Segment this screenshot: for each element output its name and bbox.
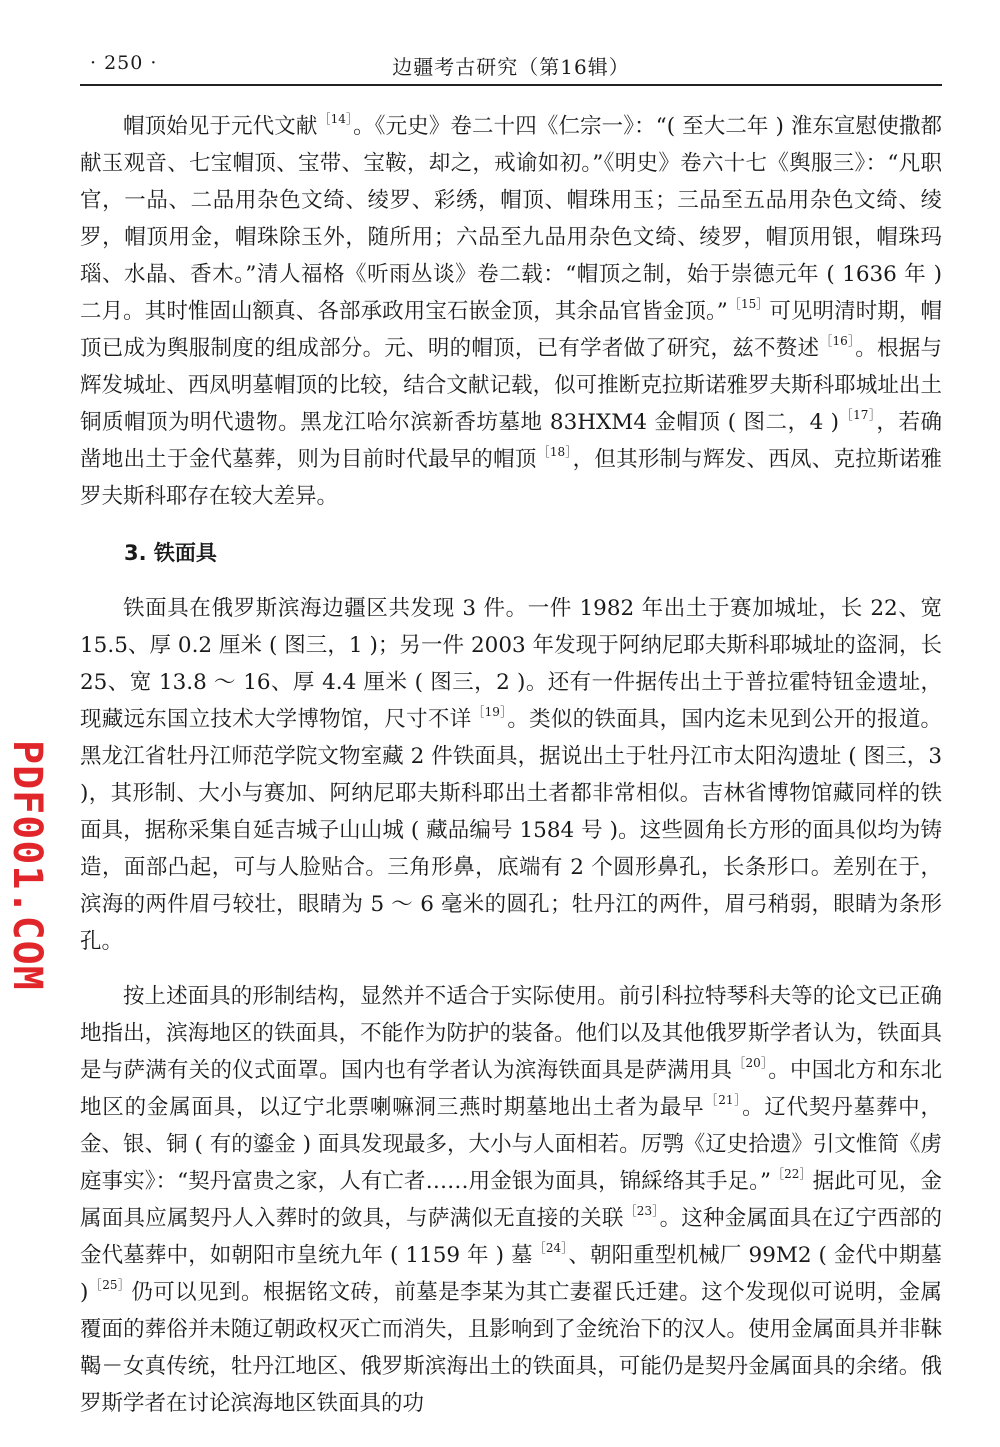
citation-20[interactable]: ［20］: [733, 1056, 768, 1070]
citation-22[interactable]: ［22］: [772, 1167, 812, 1181]
running-title: 边疆考古研究（第16辑）: [392, 55, 630, 79]
citation-25[interactable]: ［25］: [89, 1278, 131, 1292]
citation-18[interactable]: ［18］: [537, 445, 572, 459]
citation-17[interactable]: ［17］: [840, 408, 876, 422]
section-heading: 3. 铁面具: [124, 541, 217, 565]
citation-19[interactable]: ［19］: [472, 705, 507, 719]
citation-24[interactable]: ［24］: [533, 1241, 568, 1255]
citation-21[interactable]: ［21］: [705, 1093, 742, 1107]
page-header: [80, 48, 942, 86]
article-body: [80, 108, 942, 1422]
paragraph-hat-finials: 帽顶始见于元代文献$^{[14]}$。《元史》卷二十四《仁宗一》：“( 至大二年 ) 淮东宣慰使撒都献玉观音、七宝帽顶、宝带、宝鞍，却之，戒谕如初。”《明史》卷六十七《舆服三》：“凡职官，一品、二品用杂色文绮、绫罗、彩绣，帽顶、帽珠用玉；三品至五品用杂色文绮、绫罗，帽顶用金，帽珠除玉外，随所用；六品至九品用杂色文绮、绫罗，帽顶用银，帽珠玛瑙、水晶、香木。”清人福格《听雨丛谈》卷二载：“帽顶之制，始于崇德元年 ( 1636 年 ) 二月。其时惟固山额真、各部承政用宝石嵌金顶，其余品官皆金顶。”$^{[15]}$可见明清时期，帽顶已成为舆服制度的组成部分。元、明的帽顶，已有学者做了研究，兹不赘述$^{[16]}$。根据与辉发城址、西凤明墓帽顶的比较，结合文献记载，似可推断克拉斯诺雅罗夫斯科耶城址出土铜质帽顶为明代遗物。黑龙江哈尔滨新香坊墓地 83HXM4 金帽顶 ( 图二，4 )$^{[17]}$，若确凿地出土于金代墓葬，则为目前时代最早的帽顶$^{[18]}$，但其形制与辉发、西凤、克拉斯诺雅罗夫斯科耶存在较大差异。: [80, 112, 942, 509]
page-number: · 250 ·: [90, 52, 158, 74]
citation-23[interactable]: ［23］: [624, 1204, 659, 1218]
watermark-text: PDF001.COM: [4, 740, 50, 991]
paragraph-mask-function: 按上述面具的形制结构，显然并不适合于实际使用。前引科拉特琴科夫等的论文已正确地指出，滨海地区的铁面具，不能作为防护的装备。他们以及其他俄罗斯学者认为，铁面具是与萨满有关的仪式面罩。国内也有学者认为滨海铁面具是萨满用具$^{[20]}$。中国北方和东北地区的金属面具，以辽宁北票喇嘛洞三燕时期墓地出土者为最早$^{[21]}$。辽代契丹墓葬中，金、银、铜 ( 有的鎏金 ) 面具发现最多，大小与人面相若。厉鹗《辽史拾遗》引文惟简《虏庭事实》：“契丹富贵之家，人有亡者……用金银为面具，锦綵络其手足。”$^{[22]}$据此可见，金属面具应属契丹人入葬时的敛具，与萨满似无直接的关联$^{[23]}$。这种金属面具在辽宁西部的金代墓葬中，如朝阳市皇统九年 ( 1159 年 ) 墓$^{[24]}$、朝阳重型机械厂 99M2 ( 金代中期墓 )$^{[25]}$仍可以见到。根据铭文砖，前墓是李某为其亡妻翟氏迁建。这个发现似可说明，金属覆面的葬俗并未随辽朝政权灭亡而消失，且影响到了金统治下的汉人。使用金属面具并非靺鞨－女真传统，牡丹江地区、俄罗斯滨海出土的铁面具，可能仍是契丹金属面具的余绪。俄罗斯学者在讨论滨海地区铁面具的功: [80, 984, 942, 1416]
paragraph-iron-masks: 铁面具在俄罗斯滨海边疆区共发现 3 件。一件 1982 年出土于赛加城址，长 22、宽 15.5、厚 0.2 厘米 ( 图三，1 )；另一件 2003 年发现于阿纳尼耶夫斯科耶城址的盗洞，长 25、宽 13.8 ～ 16、厚 4.4 厘米 ( 图三，2 )。还有一件据传出土于普拉霍特钮金遗址，现藏远东国立技术大学博物馆，尺寸不详$^{[19]}$。类似的铁面具，国内迄未见到公开的报道。黑龙江省牡丹江师范学院文物室藏 2 件铁面具，据说出土于牡丹江市太阳沟遗址 ( 图三，3 )，其形制、大小与赛加、阿纳尼耶夫斯科耶出土者都非常相似。吉林省博物馆藏同样的铁面具，据称采集自延吉城子山山城 ( 藏品编号 1584 号 )。这些圆角长方形的面具似均为铸造，面部凸起，可与人脸贴合。三角形鼻，底端有 2 个圆形鼻孔，长条形口。差别在于，滨海的两件眉弓较壮，眼睛为 5 ～ 6 毫米的圆孔；牡丹江的两件，眉弓稍弱，眼睛为条形孔。: [80, 596, 942, 954]
citation-15[interactable]: ［15］: [728, 297, 769, 311]
citation-14[interactable]: ［14］: [318, 112, 353, 126]
watermark: [4, 740, 48, 1000]
citation-16[interactable]: ［16］: [820, 334, 855, 348]
